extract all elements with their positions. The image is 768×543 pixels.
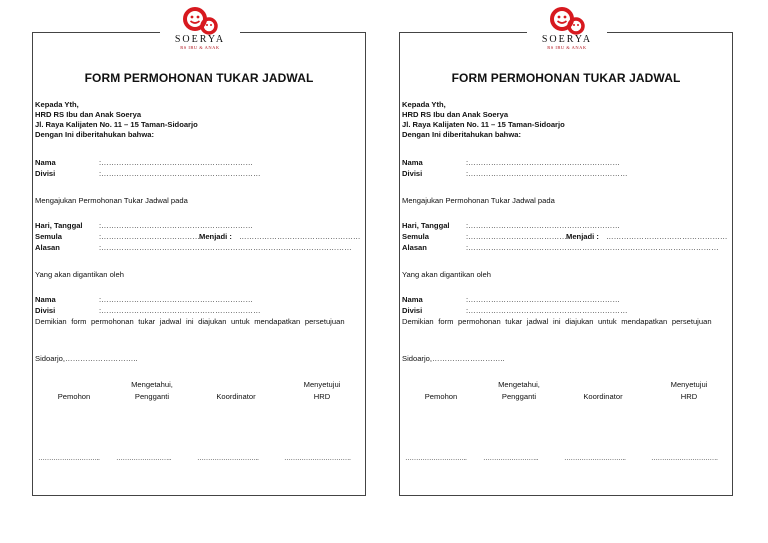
input-nama[interactable]: :…………………………………………………… bbox=[99, 158, 253, 167]
label-alasan: Alasan bbox=[402, 243, 427, 252]
address-line-3: Jl. Raya Kalijaten No. 11 – 15 Taman-Sidoarjo bbox=[402, 120, 565, 129]
statement-text: Demikian form permohonan tukar jadwal ini diajukan untuk mendapatkan persetujuan bbox=[35, 317, 345, 326]
input-semula[interactable]: :………………………………… bbox=[466, 232, 567, 241]
label-menjadi: Menjadi : bbox=[199, 232, 232, 241]
address-line-4: Dengan Ini diberitahukan bahwa: bbox=[402, 130, 521, 139]
logo bbox=[160, 7, 240, 57]
sig-mengetahui-label: Mengetahui, bbox=[131, 380, 173, 389]
place-date[interactable]: Sidoarjo,……………………….. bbox=[402, 354, 505, 363]
replaced-by-line: Yang akan digantikan oleh bbox=[35, 270, 124, 279]
sig-menyetujui-label: Menyetujui bbox=[670, 380, 708, 389]
brand-name: SOERYA bbox=[174, 34, 226, 45]
label-nama: Nama bbox=[402, 158, 423, 167]
address-line-1: Kepada Yth, bbox=[402, 100, 446, 109]
sig-pengganti-label: Pengganti bbox=[501, 392, 537, 401]
address-line-1: Kepada Yth, bbox=[35, 100, 79, 109]
request-line: Mengajukan Permohonan Tukar Jadwal pada bbox=[402, 196, 555, 205]
address-line-3: Jl. Raya Kalijaten No. 11 – 15 Taman-Sidoarjo bbox=[35, 120, 198, 129]
brand-name: SOERYA bbox=[541, 34, 593, 45]
place-date[interactable]: Sidoarjo,……………………….. bbox=[35, 354, 138, 363]
logo bbox=[527, 7, 607, 57]
sig-pemohon-label: Pemohon bbox=[57, 392, 91, 401]
input-divisi[interactable]: :……………………………………………………… bbox=[466, 169, 628, 178]
replaced-by-line: Yang akan digantikan oleh bbox=[402, 270, 491, 279]
sig-koordinator-label: Koordinator bbox=[583, 392, 623, 401]
input-nama-2[interactable]: :…………………………………………………… bbox=[466, 295, 620, 304]
label-divisi: Divisi bbox=[402, 169, 423, 178]
sig-pengganti-label: Pengganti bbox=[134, 392, 170, 401]
brand-subtitle: RS IBU & ANAK bbox=[547, 45, 587, 50]
label-hari-tanggal: Hari, Tanggal bbox=[35, 221, 83, 230]
label-divisi: Divisi bbox=[35, 169, 56, 178]
input-alasan[interactable]: :……………………………………………………………………………………… bbox=[466, 243, 719, 252]
sig-line-pemohon[interactable]: ……………………….. bbox=[405, 455, 467, 462]
label-semula: Semula bbox=[402, 232, 430, 241]
sig-line-pengganti[interactable]: …………………….. bbox=[483, 455, 538, 462]
input-hari-tanggal[interactable]: :…………………………………………………… bbox=[466, 221, 620, 230]
label-nama-2: Nama bbox=[402, 295, 423, 304]
label-hari-tanggal: Hari, Tanggal bbox=[402, 221, 450, 230]
sig-menyetujui-label: Menyetujui bbox=[303, 380, 341, 389]
address-line-2: HRD RS Ibu dan Anak Soerya bbox=[402, 110, 509, 119]
input-menjadi[interactable]: ………………………………………… bbox=[606, 232, 728, 241]
form-left bbox=[32, 32, 366, 496]
sig-koordinator-label: Koordinator bbox=[216, 392, 256, 401]
input-divisi-2[interactable]: :……………………………………………………… bbox=[466, 306, 628, 315]
input-divisi[interactable]: :……………………………………………………… bbox=[99, 169, 261, 178]
input-alasan[interactable]: :……………………………………………………………………………………… bbox=[99, 243, 352, 252]
input-nama[interactable]: :…………………………………………………… bbox=[466, 158, 620, 167]
sig-hrd-label: HRD bbox=[680, 392, 698, 401]
sig-pemohon-label: Pemohon bbox=[424, 392, 458, 401]
form-title: FORM PERMOHONAN TUKAR JADWAL bbox=[84, 71, 314, 85]
input-semula[interactable]: :………………………………… bbox=[99, 232, 200, 241]
label-alasan: Alasan bbox=[35, 243, 60, 252]
form-right bbox=[399, 32, 733, 496]
sig-line-hrd[interactable]: …………………………. bbox=[651, 455, 718, 462]
sig-line-pemohon[interactable]: ……………………….. bbox=[38, 455, 100, 462]
sig-line-hrd[interactable]: …………………………. bbox=[284, 455, 351, 462]
soerya-logo-icon bbox=[179, 7, 221, 35]
request-line: Mengajukan Permohonan Tukar Jadwal pada bbox=[35, 196, 188, 205]
address-line-4: Dengan Ini diberitahukan bahwa: bbox=[35, 130, 154, 139]
label-nama-2: Nama bbox=[35, 295, 56, 304]
brand-subtitle: RS IBU & ANAK bbox=[180, 45, 220, 50]
statement-text: Demikian form permohonan tukar jadwal ini diajukan untuk mendapatkan persetujuan bbox=[402, 317, 712, 326]
input-nama-2[interactable]: :…………………………………………………… bbox=[99, 295, 253, 304]
sig-hrd-label: HRD bbox=[313, 392, 331, 401]
address-line-2: HRD RS Ibu dan Anak Soerya bbox=[35, 110, 142, 119]
label-semula: Semula bbox=[35, 232, 63, 241]
input-divisi-2[interactable]: :……………………………………………………… bbox=[99, 306, 261, 315]
input-menjadi[interactable]: ………………………………………… bbox=[239, 232, 361, 241]
input-hari-tanggal[interactable]: :…………………………………………………… bbox=[99, 221, 253, 230]
sig-line-koordinator[interactable]: ……………………….. bbox=[564, 455, 626, 462]
label-menjadi: Menjadi : bbox=[566, 232, 599, 241]
sig-line-pengganti[interactable]: …………………….. bbox=[116, 455, 171, 462]
soerya-logo-icon bbox=[546, 7, 588, 35]
label-nama: Nama bbox=[35, 158, 56, 167]
sig-mengetahui-label: Mengetahui, bbox=[498, 380, 540, 389]
sig-line-koordinator[interactable]: ……………………….. bbox=[197, 455, 259, 462]
label-divisi-2: Divisi bbox=[35, 306, 56, 315]
form-title: FORM PERMOHONAN TUKAR JADWAL bbox=[451, 71, 681, 85]
label-divisi-2: Divisi bbox=[402, 306, 423, 315]
